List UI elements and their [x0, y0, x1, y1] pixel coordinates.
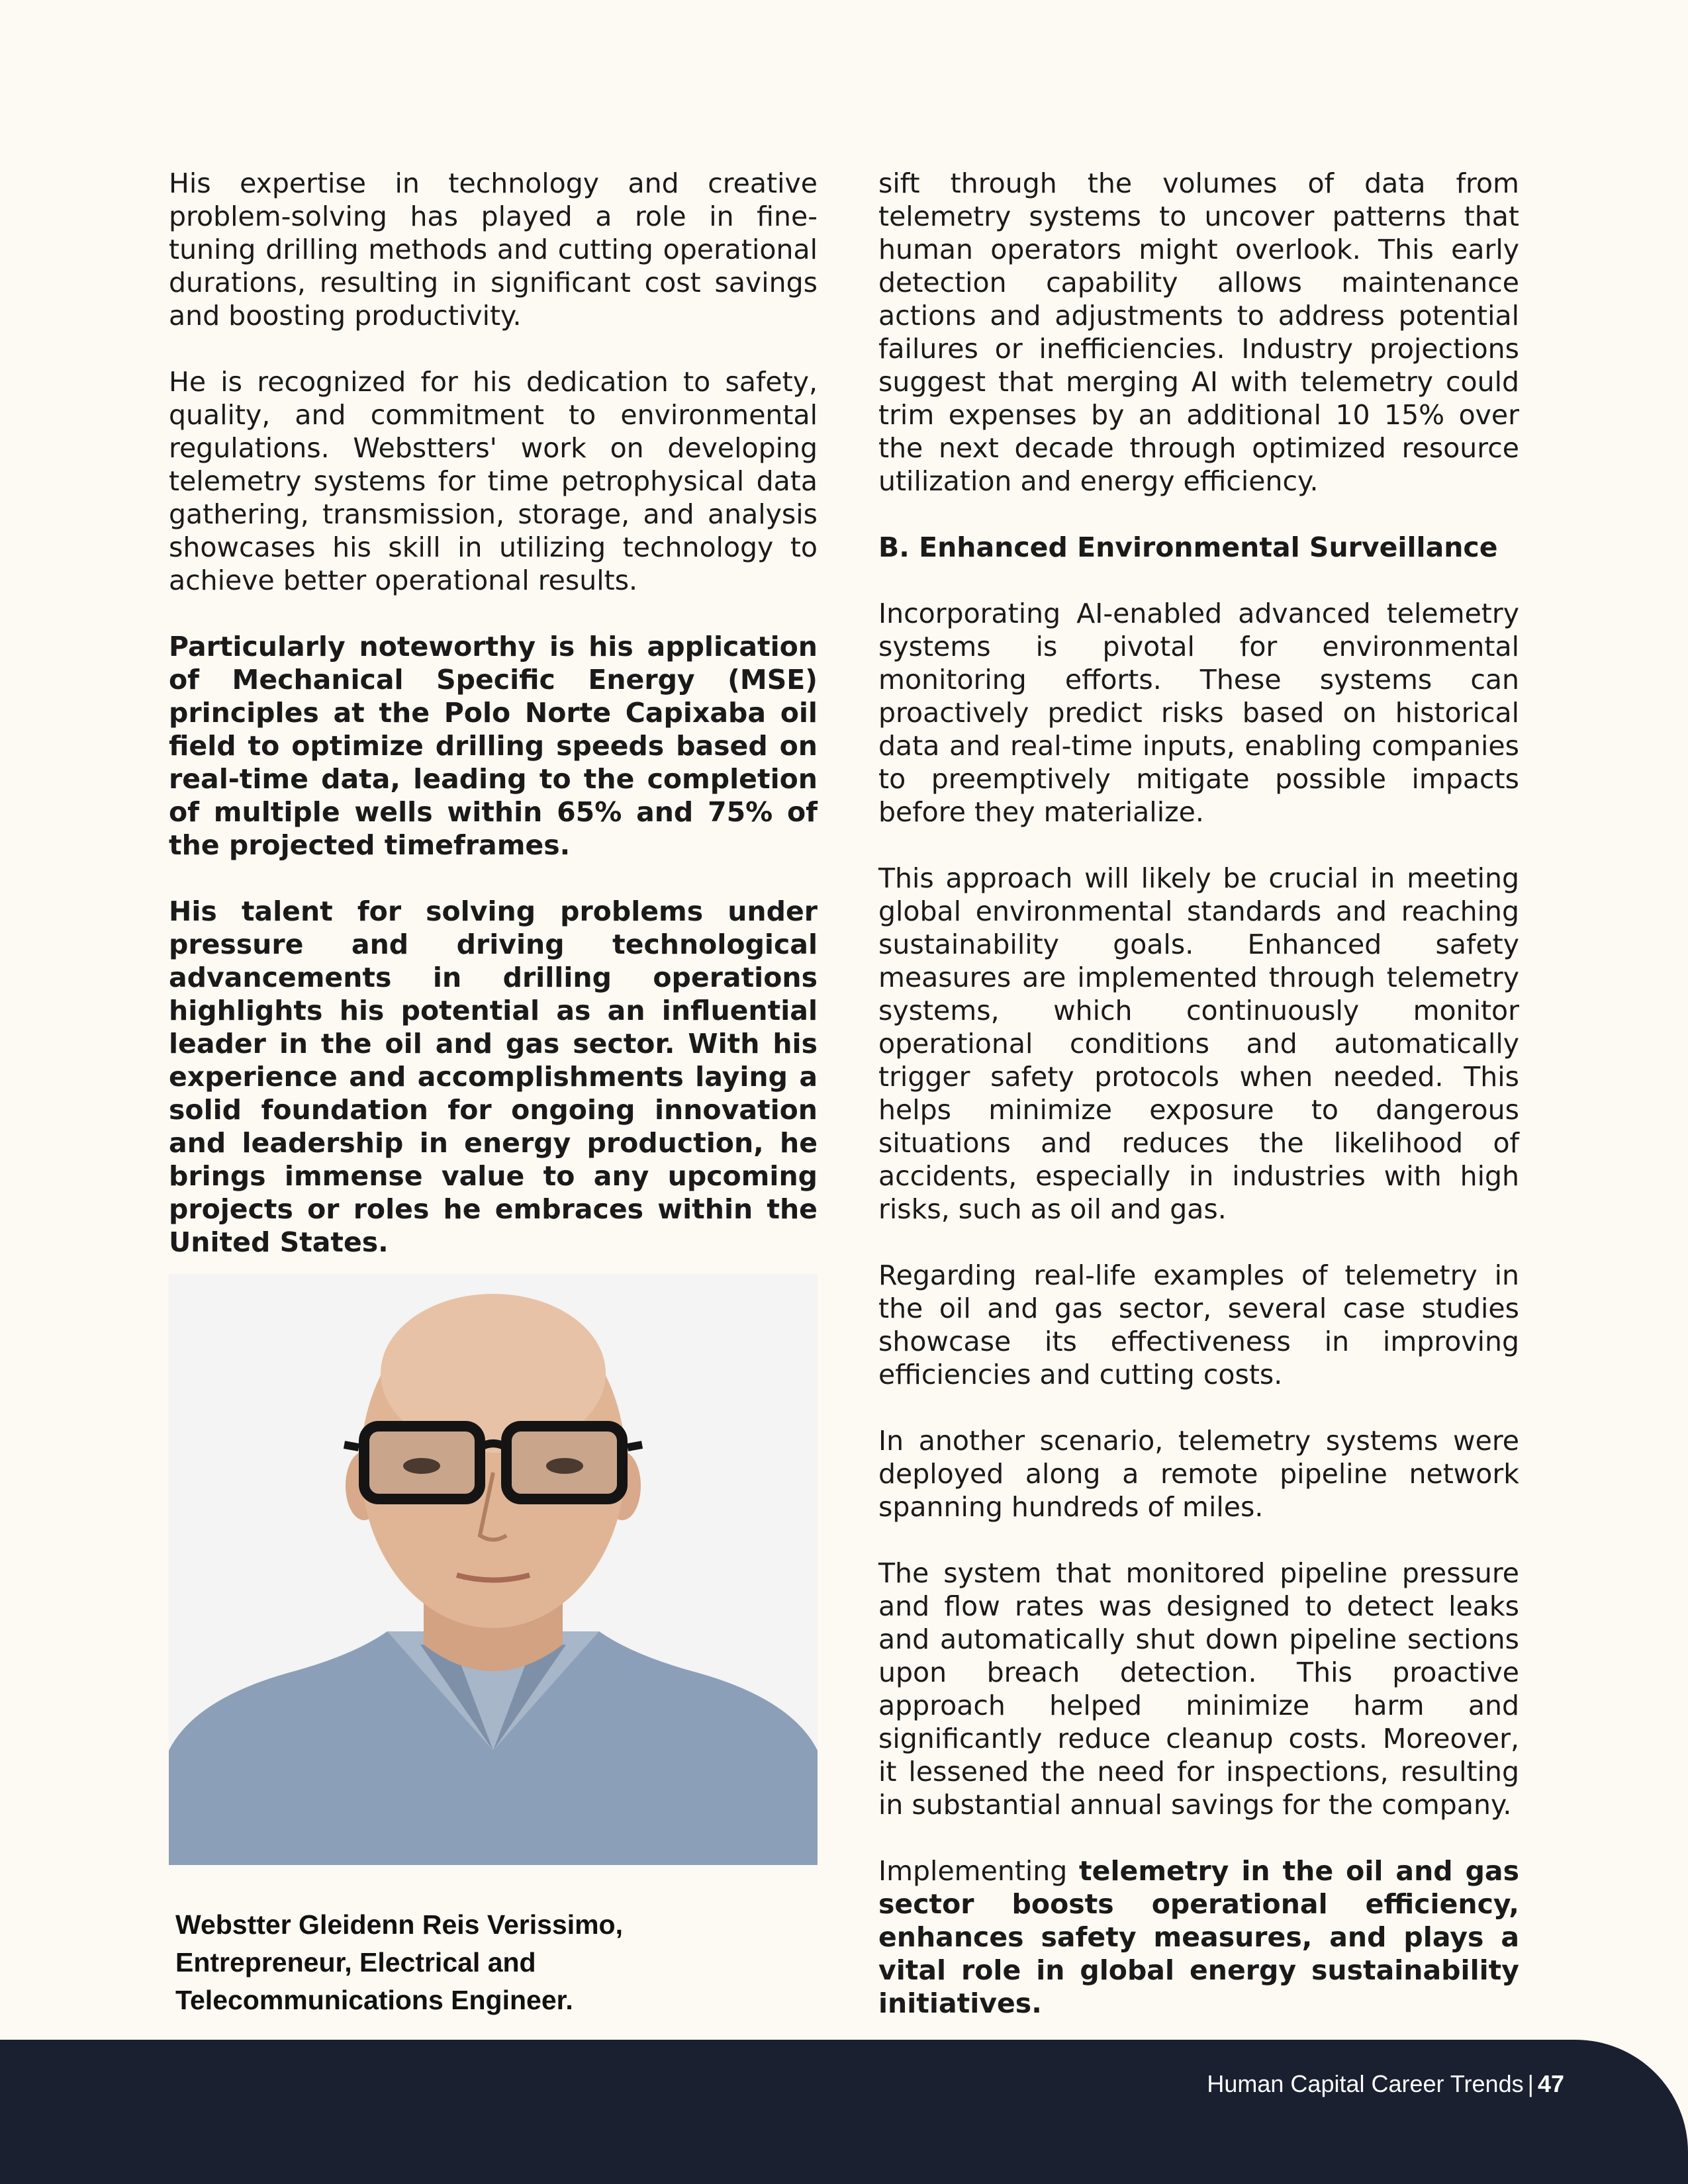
portrait-photo — [169, 1274, 818, 1865]
caption-line: Webstter Gleidenn Reis Verissimo, — [175, 1909, 623, 1940]
bold-paragraph: His talent for solving problems under pressure and driving technological advancements in drilling operations highlights his potential as an influential leader in the oil and gas sector. With his experience and accomplishments laying a solid foundation for ongoing innovation and leadership in energy production, he brings immense value to any upcoming projects or roles he embraces within the United States. — [169, 895, 818, 1258]
paragraph: Regarding real-life examples of telemetry in the oil and gas sector, several case studies showcase its effectiveness in improving efficiencies and cutting costs. — [878, 1259, 1519, 1390]
paragraph: The system that monitored pipeline pressure and flow rates was designed to detect leaks and automatically shut down pipeline sections upon breach detection. This proactive approach helped minimize harm and significantly reduce cleanup costs. Moreover, it lessened the need for inspections, resulting in substantial annual savings for the company. — [878, 1557, 1519, 1821]
paragraph: This approach will likely be crucial in meeting global environmental standards and reaching sustainability goals. Enhanced safety measures are implemented through telemetry systems, which continuously monitor operational conditions and automatically trigger safety protocols when needed. This helps minimize exposure to dangerous situations and reduces the likelihood of accidents, especially in industries with high risks, such as oil and gas. — [878, 862, 1519, 1225]
footer-text — [1207, 2070, 1564, 2098]
left-column — [169, 167, 818, 1292]
section-heading: B. Enhanced Environmental Surveillance — [878, 531, 1498, 563]
paragraph: In another scenario, telemetry systems were deployed along a remote pipeline network spanning hundreds of miles. — [878, 1425, 1519, 1523]
footer-separator: | — [1527, 2070, 1534, 2097]
page-number: 47 — [1537, 2070, 1564, 2097]
closing-bold: telemetry in the oil and gas sector boosts operational efficiency, enhances safety measures, and plays a vital role in global energy sustainability initiatives. — [878, 1855, 1519, 2019]
closing-lead: Implementing — [878, 1855, 1080, 1887]
bold-paragraph: Particularly noteworthy is his application of Mechanical Specific Energy (MSE) principles at the Polo Norte Capixaba oil field to optimize drilling speeds based on real-time data, leading to the completion of multiple wells within 65% and 75% of the projected timeframes. — [169, 631, 818, 861]
photo-caption — [175, 1906, 771, 2019]
paragraph: Incorporating AI-enabled advanced telemetry systems is pivotal for environmental monitoring efforts. These systems can proactively predict risks based on historical data and real-time inputs, enabling companies to preemptively mitigate possible impacts before they materialize. — [878, 598, 1519, 828]
right-column — [878, 167, 1519, 2053]
publication-name: Human Capital Career Trends — [1207, 2070, 1524, 2097]
paragraph: His expertise in technology and creative problem-solving has played a role in fine-tuning drilling methods and cutting operational durations, resulting in significant cost savings and boosting productivity. — [169, 167, 818, 332]
paragraph: sift through the volumes of data from telemetry systems to uncover patterns that human operators might overlook. This early detection capability allows maintenance actions and adjustments to address potential failures or inefficiencies. Industry projections suggest that merging AI with telemetry could trim expenses by an additional 10 15% over the next decade through optimized resource utilization and energy efficiency. — [878, 167, 1519, 497]
caption-line: Telecommunications Engineer. — [175, 1985, 573, 2015]
caption-line: Entrepreneur, Electrical and — [175, 1947, 536, 1978]
closing-paragraph — [878, 1854, 1519, 2020]
paragraph: He is recognized for his dedication to safety, quality, and commitment to environmental regulations. Webstters' work on developing telemetry systems for time petrophysical data gathering, transmission, storage, and analysis showcases his skill in utilizing technology to achieve better operational results. — [169, 366, 818, 596]
footer-bar — [0, 2040, 1688, 2184]
